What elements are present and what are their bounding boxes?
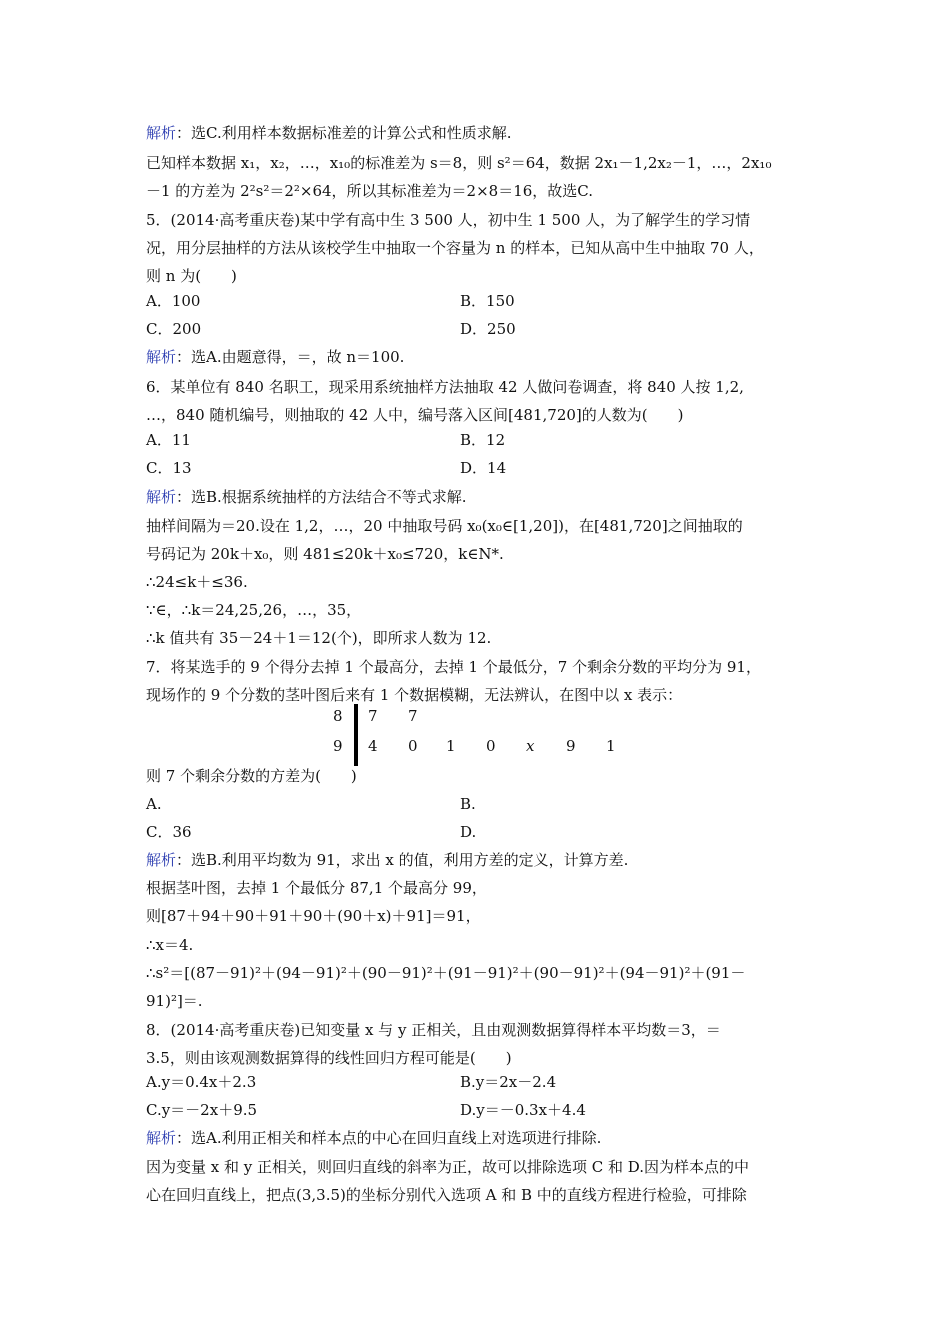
text-line bbox=[146, 766, 357, 786]
option-right: D. bbox=[460, 823, 477, 841]
jiexi-label: 解析 bbox=[146, 124, 177, 142]
line-text: ：选B.利用平均数为 91，求出 x 的值，利用方差的定义，计算方差. bbox=[176, 851, 629, 869]
leaf-value: 7 bbox=[368, 707, 378, 725]
line-text: ∵∈，∴k＝24,25,26，…，35， bbox=[146, 601, 362, 619]
text-line bbox=[146, 963, 745, 983]
line-text: 现场作的 9 个分数的茎叶图后来有 1 个数据模糊，无法辨认，在图中以 x 表示： bbox=[146, 686, 683, 704]
text-line bbox=[146, 377, 744, 397]
jiexi-label: 解析 bbox=[146, 348, 177, 366]
line-text: 91)²]＝. bbox=[146, 992, 203, 1010]
line-text: 则 7 个剩余分数的方差为( ) bbox=[146, 767, 357, 785]
text-line bbox=[146, 628, 491, 648]
option-right: B. bbox=[460, 795, 476, 813]
option-right: D．250 bbox=[460, 320, 516, 338]
text-line bbox=[146, 238, 764, 258]
line-text: －1 的方差为 2²s²＝2²×64，所以其标准差为＝2×8＝16，故选C. bbox=[146, 182, 594, 200]
option-right: B.y＝2x－2.4 bbox=[460, 1073, 557, 1091]
line-text: 3.5，则由该观测数据算得的线性回归方程可能是( ) bbox=[146, 1049, 512, 1067]
leaf-value: 4 bbox=[368, 737, 378, 755]
text-line bbox=[146, 516, 743, 536]
text-line bbox=[146, 347, 404, 367]
line-text: ：选B.根据系统抽样的方法结合不等式求解. bbox=[176, 488, 467, 506]
text-line bbox=[146, 685, 682, 705]
line-text: 号码记为 20k＋x₀，则 481≤20k＋x₀≤720，k∈N*. bbox=[146, 545, 504, 563]
line-text: 5．(2014·高考重庆卷)某中学有高中生 3 500 人，初中生 1 500 人，为了解学生的学习情 bbox=[146, 211, 751, 229]
line-text: 6．某单位有 840 名职工，现采用系统抽样方法抽取 42 人做问卷调查，将 840 人按 1,2, bbox=[146, 378, 744, 396]
text-line bbox=[146, 123, 512, 143]
option-left: C．200 bbox=[146, 320, 202, 338]
option-left: A．11 bbox=[146, 431, 191, 449]
line-text: 因为变量 x 和 y 正相关，则回归直线的斜率为正，故可以排除选项 C 和 D.因为样本点的中 bbox=[146, 1158, 750, 1176]
leaf-value: 7 bbox=[408, 707, 418, 725]
text-line bbox=[146, 487, 467, 507]
line-text: 则 n 为( ) bbox=[146, 267, 237, 285]
leaf-value: 1 bbox=[606, 737, 616, 755]
text-line bbox=[146, 991, 203, 1011]
line-text: ：选A.由题意得，＝，故 n＝100. bbox=[176, 348, 405, 366]
leaf-value: 0 bbox=[408, 737, 418, 755]
line-text: 则[87＋94＋90＋91＋90＋(90＋x)＋91]＝91， bbox=[146, 907, 481, 925]
line-text: 心在回归直线上，把点(3,3.5)的坐标分别代入选项 A 和 B 中的直线方程进行检验，可排除 bbox=[146, 1186, 747, 1204]
leaf-value: 9 bbox=[566, 737, 576, 755]
jiexi-label: 解析 bbox=[146, 488, 177, 506]
text-line bbox=[146, 181, 593, 201]
text-line bbox=[146, 600, 361, 620]
option-left: A. bbox=[146, 795, 162, 813]
option-left: A.y＝0.4x＋2.3 bbox=[146, 1073, 257, 1091]
line-text: 况，用分层抽样的方法从该校学生中抽取一个容量为 n 的样本，已知从高中生中抽取 70 人， bbox=[146, 239, 764, 257]
text-line bbox=[146, 850, 628, 870]
option-left: C.y＝－2x＋9.5 bbox=[146, 1101, 258, 1119]
option-left: C．13 bbox=[146, 459, 192, 477]
line-text: 根据茎叶图，去掉 1 个最低分 87,1 个最高分 99， bbox=[146, 879, 487, 897]
option-right: D．14 bbox=[460, 459, 507, 477]
line-text: …，840 随机编号，则抽取的 42 人中，编号落入区间[481,720]的人数为( ) bbox=[146, 406, 684, 424]
text-line bbox=[146, 1128, 601, 1148]
text-line bbox=[146, 657, 761, 677]
line-text: ∴24≤k＋≤36. bbox=[146, 573, 248, 591]
line-text: 8．(2014·高考重庆卷)已知变量 x 与 y 正相关，且由观测数据算得样本平均数＝3，＝ bbox=[146, 1021, 721, 1039]
line-text: ：选C.利用样本数据标准差的计算公式和性质求解. bbox=[176, 124, 512, 142]
stem-value: 9 bbox=[333, 737, 343, 755]
leaf-value: 0 bbox=[486, 737, 496, 755]
text-line bbox=[146, 210, 750, 230]
text-line bbox=[146, 266, 237, 286]
leaf-value: x bbox=[526, 737, 535, 755]
text-line bbox=[146, 1157, 749, 1177]
jiexi-label: 解析 bbox=[146, 1129, 177, 1147]
stem-value: 8 bbox=[333, 707, 343, 725]
option-right: D.y＝－0.3x＋4.4 bbox=[460, 1101, 586, 1119]
line-text: 7．将某选手的 9 个得分去掉 1 个最高分，去掉 1 个最低分，7 个剩余分数的平均分为 91， bbox=[146, 658, 761, 676]
text-line bbox=[146, 405, 683, 425]
leaf-value: 1 bbox=[446, 737, 456, 755]
option-right: B．12 bbox=[460, 431, 506, 449]
option-left: C．36 bbox=[146, 823, 192, 841]
text-line bbox=[146, 906, 481, 926]
line-text: 抽样间隔为＝20.设在 1,2，…，20 中抽取号码 x₀(x₀∈[1,20])，在[481,720]之间抽取的 bbox=[146, 517, 743, 535]
option-left: A．100 bbox=[146, 292, 201, 310]
line-text: ：选A.利用正相关和样本点的中心在回归直线上对选项进行排除. bbox=[176, 1129, 602, 1147]
line-text: 已知样本数据 x₁，x₂，…，x₁₀的标准差为 s＝8，则 s²＝64，数据 2x₁－1,2x₂－1，…，2x₁₀ bbox=[146, 154, 772, 172]
option-right: B．150 bbox=[460, 292, 515, 310]
jiexi-label: 解析 bbox=[146, 851, 177, 869]
text-line bbox=[146, 544, 504, 564]
line-text: ∴x＝4. bbox=[146, 936, 194, 954]
text-line bbox=[146, 1185, 747, 1205]
stem-leaf-divider bbox=[354, 704, 358, 766]
line-text: ∴k 值共有 35－24＋1＝12(个)，即所求人数为 12. bbox=[146, 629, 492, 647]
text-line bbox=[146, 1020, 721, 1040]
text-line bbox=[146, 878, 487, 898]
text-line bbox=[146, 935, 193, 955]
line-text: ∴s²＝[(87－91)²＋(94－91)²＋(90－91)²＋(91－91)²＋(90－91)²＋(94－91)²＋(91－ bbox=[146, 964, 746, 982]
text-line bbox=[146, 1048, 512, 1068]
text-line bbox=[146, 153, 771, 173]
text-line bbox=[146, 572, 248, 592]
